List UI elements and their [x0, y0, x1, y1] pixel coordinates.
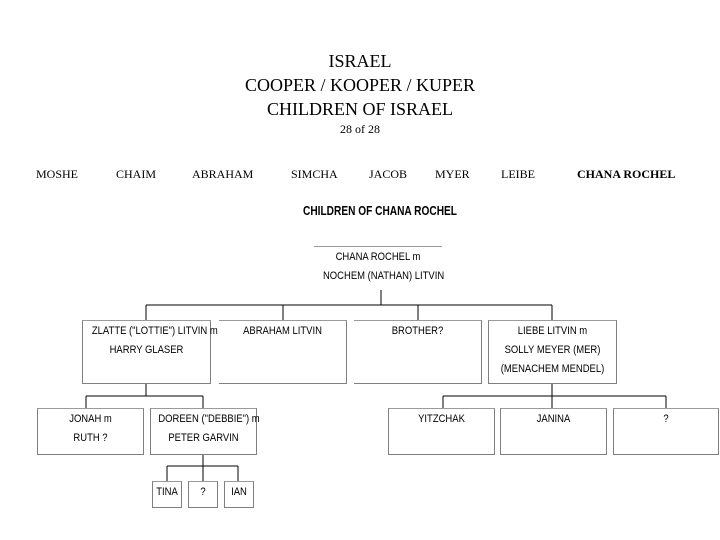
nav-link-abraham[interactable]: ABRAHAM [192, 167, 254, 181]
spouse-name: HARRY GLASER [109, 344, 184, 356]
person-box-doreen[interactable] [150, 408, 260, 455]
chart-subtitle: CHILDREN OF CHANA ROCHEL [303, 203, 457, 218]
nav-link-chaim[interactable]: CHAIM [116, 167, 157, 181]
page-indicator: 28 of 28 [340, 122, 380, 136]
nav-link-leibe[interactable]: LEIBE [501, 167, 535, 181]
nav-link-jacob[interactable]: JACOB [369, 167, 408, 181]
person-name: ? [200, 486, 206, 498]
person-box-ian[interactable] [224, 481, 254, 508]
person-name: ZLATTE ("LOTTIE") LITVIN m [91, 325, 218, 337]
nav-link-chana-rochel[interactable]: CHANA ROCHEL [577, 167, 676, 181]
person-name: YITZCHAK [418, 413, 465, 425]
person-box-unknown-1[interactable] [188, 481, 218, 508]
person-name: ? [663, 413, 669, 425]
nav-link-simcha[interactable]: SIMCHA [291, 167, 338, 181]
spouse-name: NOCHEM (NATHAN) LITVIN [322, 270, 445, 282]
spouse-name: RUTH ? [73, 432, 108, 444]
person-box-yitzchak[interactable] [388, 408, 495, 455]
title-line-2: COOPER / KOOPER / KUPER [244, 75, 476, 95]
person-box-abraham-litvin[interactable] [219, 320, 347, 384]
person-box-unknown-2[interactable] [613, 408, 719, 455]
nav-link-moshe[interactable]: MOSHE [36, 167, 79, 181]
person-box-tina[interactable] [152, 481, 182, 508]
person-name: JANINA [536, 413, 571, 425]
person-name: JONAH m [69, 413, 112, 425]
spouse-name: PETER GARVIN [168, 432, 239, 444]
person-box-brother[interactable] [354, 320, 482, 384]
person-box-jonah[interactable] [37, 408, 144, 455]
person-box-liebe[interactable] [488, 320, 617, 384]
title-line-1: ISRAEL [328, 51, 392, 71]
spouse-name: SOLLY MEYER (MER) [504, 344, 601, 356]
person-name: ABRAHAM LITVIN [243, 325, 322, 337]
person-box-janina[interactable] [500, 408, 607, 455]
nav-link-myer[interactable]: MYER [435, 167, 470, 181]
person-name: BROTHER? [391, 325, 444, 337]
title-line-3: CHILDREN OF ISRAEL [266, 99, 453, 119]
person-name: CHANA ROCHEL m [335, 251, 421, 263]
person-box-chana-rochel[interactable] [314, 246, 445, 290]
spouse-alt-name: (MENACHEM MENDEL) [500, 363, 605, 375]
person-name: LIEBE LITVIN m [517, 325, 588, 337]
person-box-zlatte[interactable] [82, 320, 218, 384]
person-name: DOREEN ("DEBBIE") m [158, 413, 260, 425]
person-name: TINA [156, 486, 178, 498]
person-name: IAN [231, 486, 247, 498]
